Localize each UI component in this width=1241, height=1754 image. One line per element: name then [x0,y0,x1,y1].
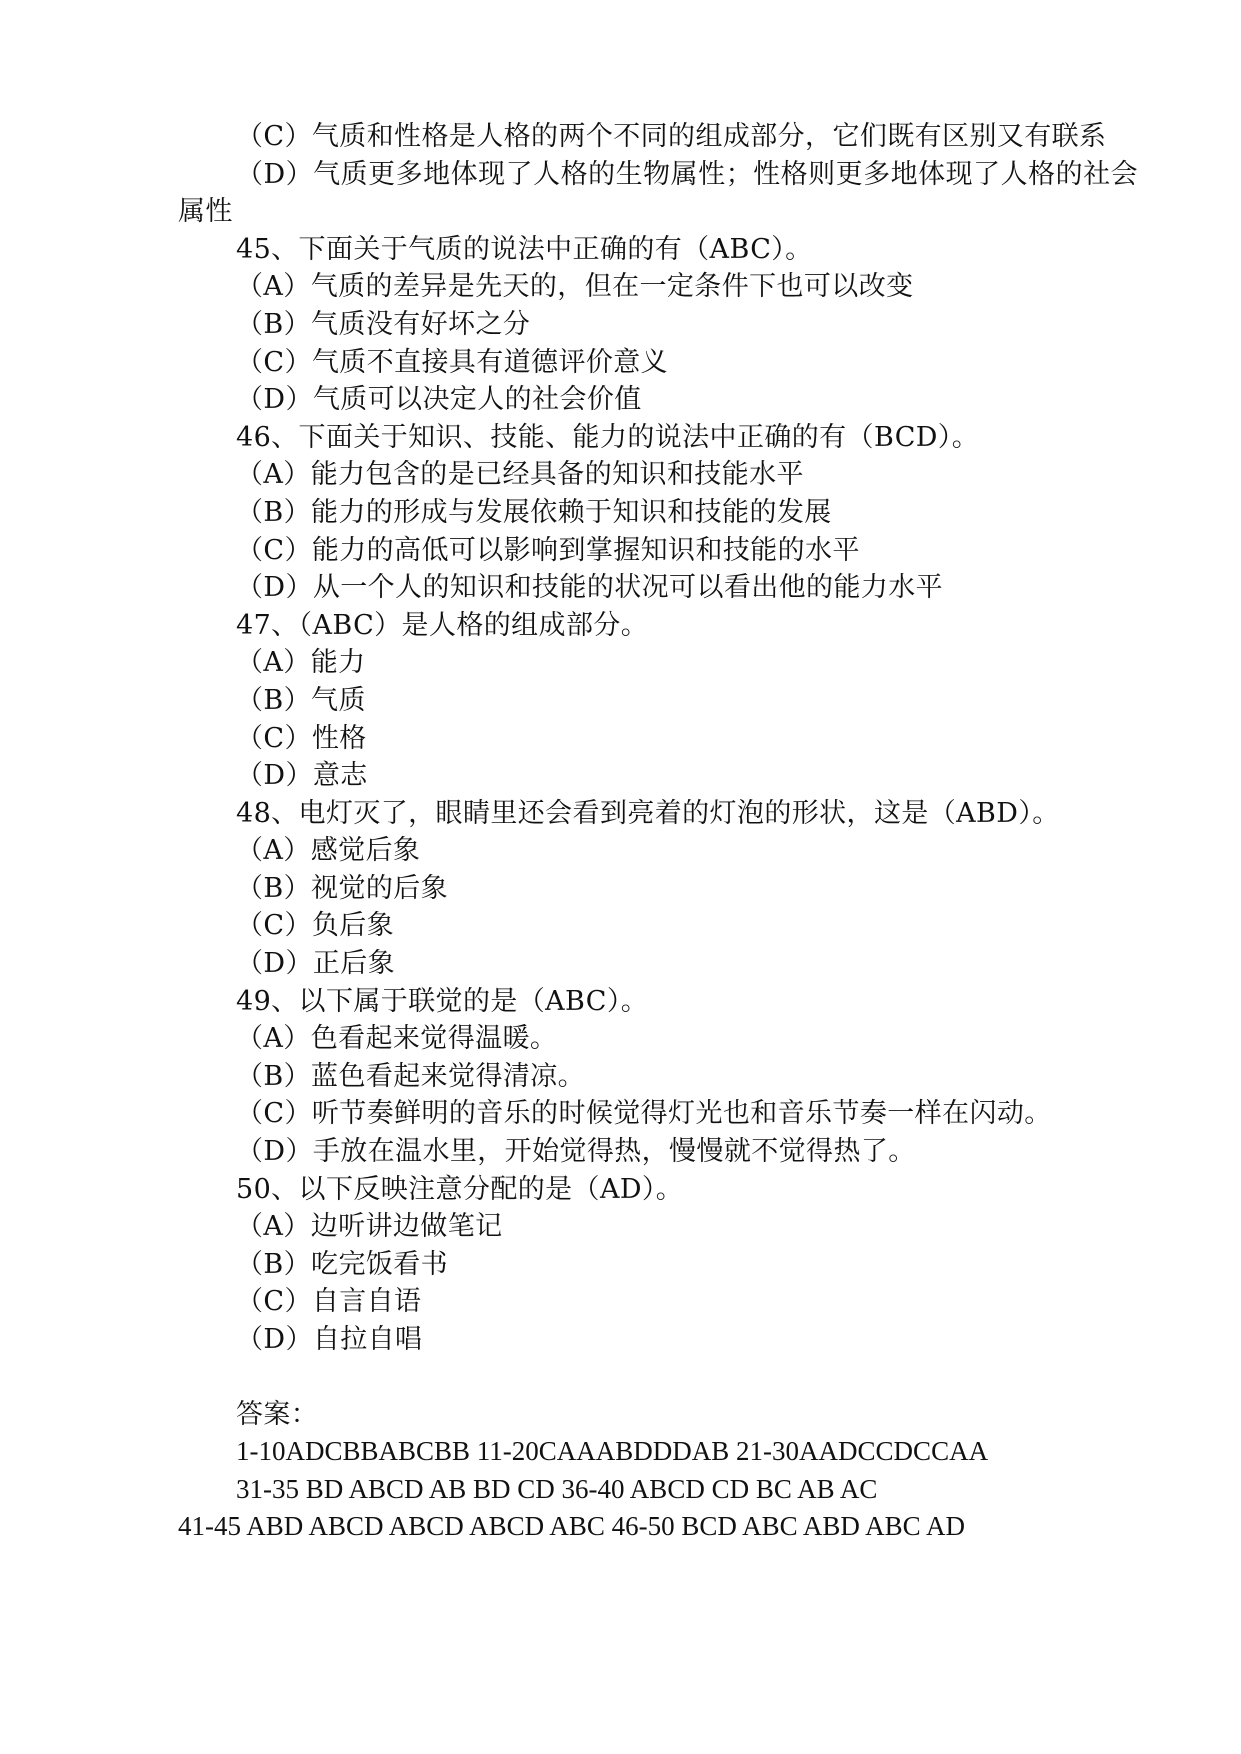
prev-option-c: （C）气质和性格是人格的两个不同的组成部分，它们既有区别又有联系 [236,121,1107,152]
spacer [178,1359,1138,1396]
option-d: （D）从一个人的知识和技能的状况可以看出他的能力水平 [236,572,944,604]
answer-key [178,1396,1138,1546]
option-d: （D）气质可以决定人的社会价值 [236,384,642,416]
option-c: （C）性格 [236,722,367,754]
option-a: （A）能力包含的是已经具备的知识和技能水平 [236,459,804,491]
option-b: （B）气质没有好坏之分 [236,308,531,340]
question-stem: 46、下面关于知识、技能、能力的说法中正确的有（BCD）。 [236,421,980,453]
answer-line-1: 1-10ADCBBABCBB 11-20CAAABDDDAB 21-30AADCCDCCAA [236,1436,989,1467]
answer-line-3: 41-45 ABD ABCD ABCD ABCD ABC 46-50 BCD ABC ABD ABC AD [178,1511,965,1542]
option-a: （A）能力 [236,647,366,679]
option-c: （C）气质不直接具有道德评价意义 [236,346,669,378]
question-45 [178,231,1138,419]
question-stem: 48、电灯灭了，眼睛里还会看到亮着的灯泡的形状，这是（ABD）。 [236,797,1060,829]
option-a: （A）感觉后象 [236,835,421,867]
option-b: （B）视觉的后象 [236,872,449,904]
option-b: （B）能力的形成与发展依赖于知识和技能的发展 [236,496,832,528]
question-47 [178,607,1138,795]
question-stem: 47、（ABC）是人格的组成部分。 [236,609,649,641]
option-c: （C）听节奏鲜明的音乐的时候觉得灯光也和音乐节奏一样在闪动。 [236,1098,1052,1130]
question-48 [178,795,1138,983]
option-a: （A）边听讲边做笔记 [236,1211,503,1243]
question-49 [178,983,1138,1171]
option-c: （C）能力的高低可以影响到掌握知识和技能的水平 [236,534,860,566]
option-d: （D）意志 [236,760,368,792]
question-46 [178,419,1138,607]
question-stem: 45、下面关于气质的说法中正确的有（ABC）。 [236,233,813,265]
answer-label: 答案： [236,1398,319,1430]
option-c: （C）自言自语 [236,1286,422,1318]
option-d: （D）自拉自唱 [236,1324,423,1355]
option-b: （B）吃完饭看书 [236,1248,449,1280]
option-b: （B）气质 [236,684,366,716]
option-b: （B）蓝色看起来觉得清凉。 [236,1060,586,1092]
option-a: （A）气质的差异是先天的，但在一定条件下也可以改变 [236,271,914,303]
question-50 [178,1171,1138,1359]
option-c: （C）负后象 [236,910,395,942]
question-stem: 50、以下反映注意分配的是（AD）。 [236,1173,684,1205]
answer-line-2: 31-35 BD ABCD AB BD CD 36-40 ABCD CD BC AB AC [236,1473,878,1504]
option-a: （A）色看起来觉得温暖。 [236,1023,558,1055]
question-stem: 49、以下属于联觉的是（ABC）。 [236,985,649,1017]
option-d: （D）手放在温水里，开始觉得热，慢慢就不觉得热了。 [236,1136,916,1168]
option-d: （D）正后象 [236,948,396,980]
prev-option-d: （D）气质更多地体现了人格的生物属性；性格则更多地体现了人格的社会属性 [178,158,1138,228]
document-body [178,118,1138,1546]
